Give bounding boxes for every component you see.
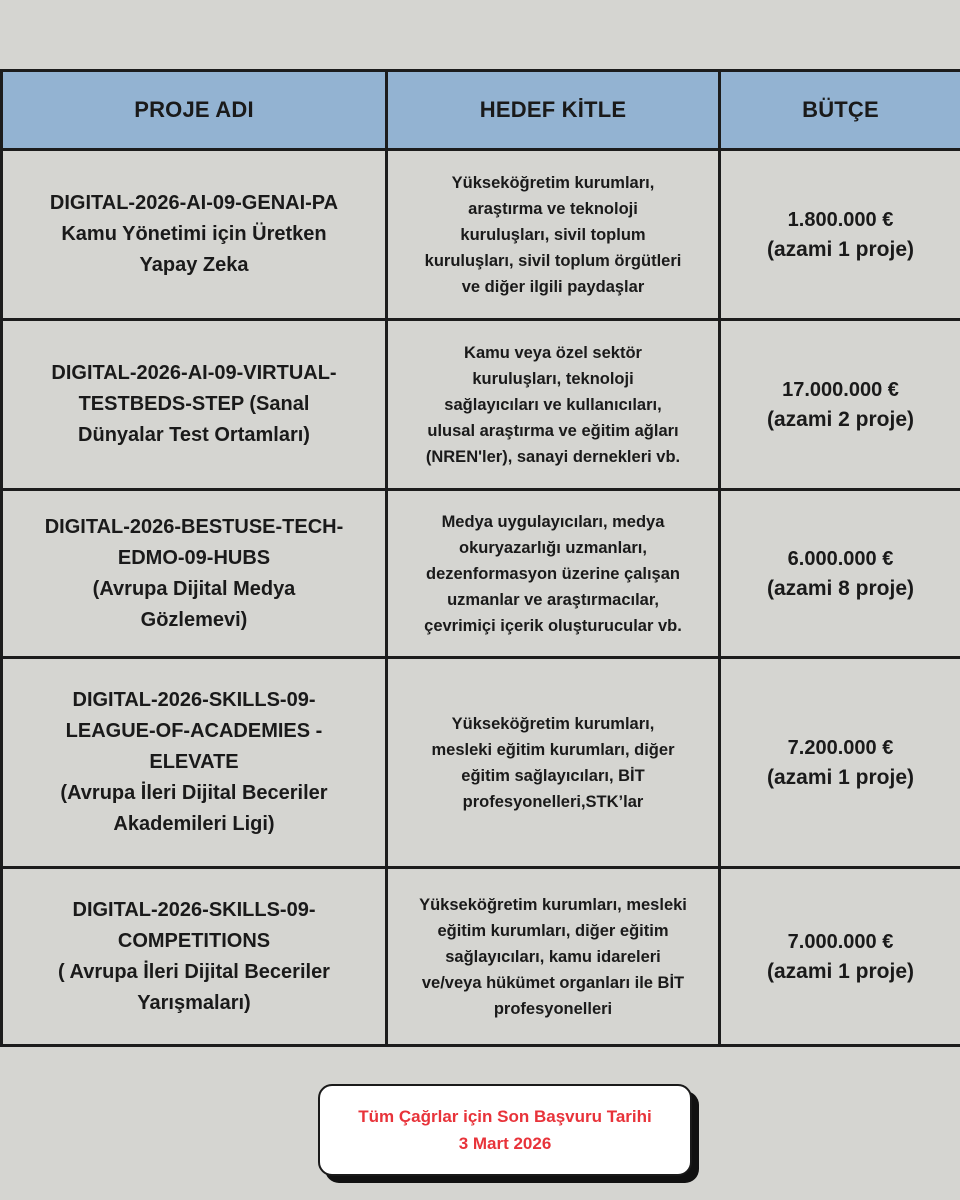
target-audience-line: Yükseköğretim kurumları, mesleki xyxy=(419,895,687,914)
target-audience-line: Kamu veya özel sektör xyxy=(464,343,642,362)
table-row xyxy=(2,320,960,490)
target-audience-line: kuruluşları, teknoloji xyxy=(472,369,634,388)
projects-table xyxy=(0,69,960,1047)
target-audience-line: eğitim sağlayıcıları, BİT xyxy=(461,766,645,785)
target-audience-line: ulusal araştırma ve eğitim ağları xyxy=(427,421,679,440)
budget-cell xyxy=(720,658,960,868)
project-name-line: DIGITAL-2026-SKILLS-09- xyxy=(72,898,316,921)
target-audience-line: dezenformasyon üzerine çalışan xyxy=(425,564,680,583)
project-name-line: ELEVATE xyxy=(149,751,239,773)
project-name-line: DIGITAL-2026-AI-09-VIRTUAL- xyxy=(51,362,337,384)
project-name-cell xyxy=(2,320,387,490)
budget-amount: 6.000.000 € xyxy=(787,547,894,570)
project-name-line: (Avrupa Dijital Medya xyxy=(92,577,296,600)
target-audience-cell xyxy=(387,150,720,320)
target-audience-line: okuryazarlığı uzmanları, xyxy=(459,538,647,557)
budget-cell xyxy=(720,150,960,320)
target-audience-line: Yükseköğretim kurumları, xyxy=(451,173,655,192)
deadline-title: Tüm Çağrlar için Son Başvuru Tarihi xyxy=(358,1107,652,1126)
target-audience-cell xyxy=(387,490,720,658)
table-row xyxy=(2,150,960,320)
budget-cell xyxy=(720,320,960,490)
deadline-callout xyxy=(318,1084,692,1176)
project-name-line: ( Avrupa İleri Dijital Beceriler xyxy=(58,960,330,983)
project-name-cell xyxy=(2,150,387,320)
project-name-line: EDMO-09-HUBS xyxy=(117,546,271,569)
target-audience-line: ve/veya hükümet organları ile BİT xyxy=(421,973,685,992)
project-name-line: COMPETITIONS xyxy=(117,929,271,952)
target-audience-line: kuruluşları, sivil toplum xyxy=(460,225,646,244)
project-name-line: TESTBEDS-STEP (Sanal xyxy=(78,393,310,415)
project-name-line: Yarışmaları) xyxy=(137,991,251,1014)
deadline-date: 3 Mart 2026 xyxy=(458,1134,552,1153)
project-name-line: LEAGUE-OF-ACADEMIES - xyxy=(65,720,323,742)
target-audience-line: araştırma ve teknoloji xyxy=(468,199,638,218)
budget-amount: 7.000.000 € xyxy=(787,930,894,953)
project-name-line: Akademileri Ligi) xyxy=(113,813,275,835)
target-audience-line: kuruluşları, sivil toplum örgütleri xyxy=(424,251,682,270)
target-audience-line: Medya uygulayıcıları, medya xyxy=(441,512,665,531)
target-audience-line: ve diğer ilgili paydaşlar xyxy=(461,277,645,296)
project-name-line: Yapay Zeka xyxy=(139,254,249,276)
header-target-audience: HEDEF KİTLE xyxy=(387,71,720,150)
project-name-line: Kamu Yönetimi için Üretken xyxy=(61,223,327,245)
project-name-cell xyxy=(2,490,387,658)
target-audience-line: profesyonelleri xyxy=(493,999,613,1018)
target-audience-line: mesleki eğitim kurumları, diğer xyxy=(431,740,675,759)
target-audience-line: çevrimiçi içerik oluşturucular vb. xyxy=(424,616,682,635)
table-body xyxy=(2,150,960,1046)
budget-cell xyxy=(720,868,960,1046)
budget-amount: 17.000.000 € xyxy=(782,378,899,401)
project-name-line: Dünyalar Test Ortamları) xyxy=(78,424,310,446)
project-name-cell xyxy=(2,868,387,1046)
target-audience-line: eğitim kurumları, diğer eğitim xyxy=(437,921,669,940)
budget-amount: 1.800.000 € xyxy=(787,208,894,231)
target-audience-line: sağlayıcıları, kamu idareleri xyxy=(445,947,661,966)
target-audience-cell xyxy=(387,320,720,490)
project-name-line: (Avrupa İleri Dijital Beceriler xyxy=(60,782,328,804)
budget-amount: 7.200.000 € xyxy=(787,736,894,759)
budget-note: (azami 1 proje) xyxy=(766,959,915,983)
target-audience-line: sağlayıcıları ve kullanıcıları, xyxy=(444,395,662,414)
project-name-line: DIGITAL-2026-BESTUSE-TECH- xyxy=(44,515,344,538)
table-header-row xyxy=(2,71,960,150)
budget-note: (azami 1 proje) xyxy=(766,765,915,789)
project-name-line: DIGITAL-2026-AI-09-GENAI-PA xyxy=(49,192,339,214)
target-audience-line: profesyonelleri,STK’lar xyxy=(462,792,644,811)
project-name-line: Gözlemevi) xyxy=(140,608,248,631)
table-row xyxy=(2,658,960,868)
target-audience-line: (NREN'ler), sanayi dernekleri vb. xyxy=(425,447,681,466)
target-audience-line: Yükseköğretim kurumları, xyxy=(451,714,655,733)
target-audience-line: uzmanlar ve araştırmacılar, xyxy=(447,590,659,609)
project-name-line: DIGITAL-2026-SKILLS-09- xyxy=(72,689,316,711)
budget-cell xyxy=(720,490,960,658)
table-row xyxy=(2,868,960,1046)
budget-note: (azami 8 proje) xyxy=(766,576,915,600)
budget-note: (azami 1 proje) xyxy=(766,237,915,261)
budget-note: (azami 2 proje) xyxy=(766,407,915,431)
table-row xyxy=(2,490,960,658)
target-audience-cell xyxy=(387,658,720,868)
target-audience-cell xyxy=(387,868,720,1046)
header-project-name: PROJE ADI xyxy=(2,71,387,150)
project-name-cell xyxy=(2,658,387,868)
header-budget: BÜTÇE xyxy=(720,71,960,150)
